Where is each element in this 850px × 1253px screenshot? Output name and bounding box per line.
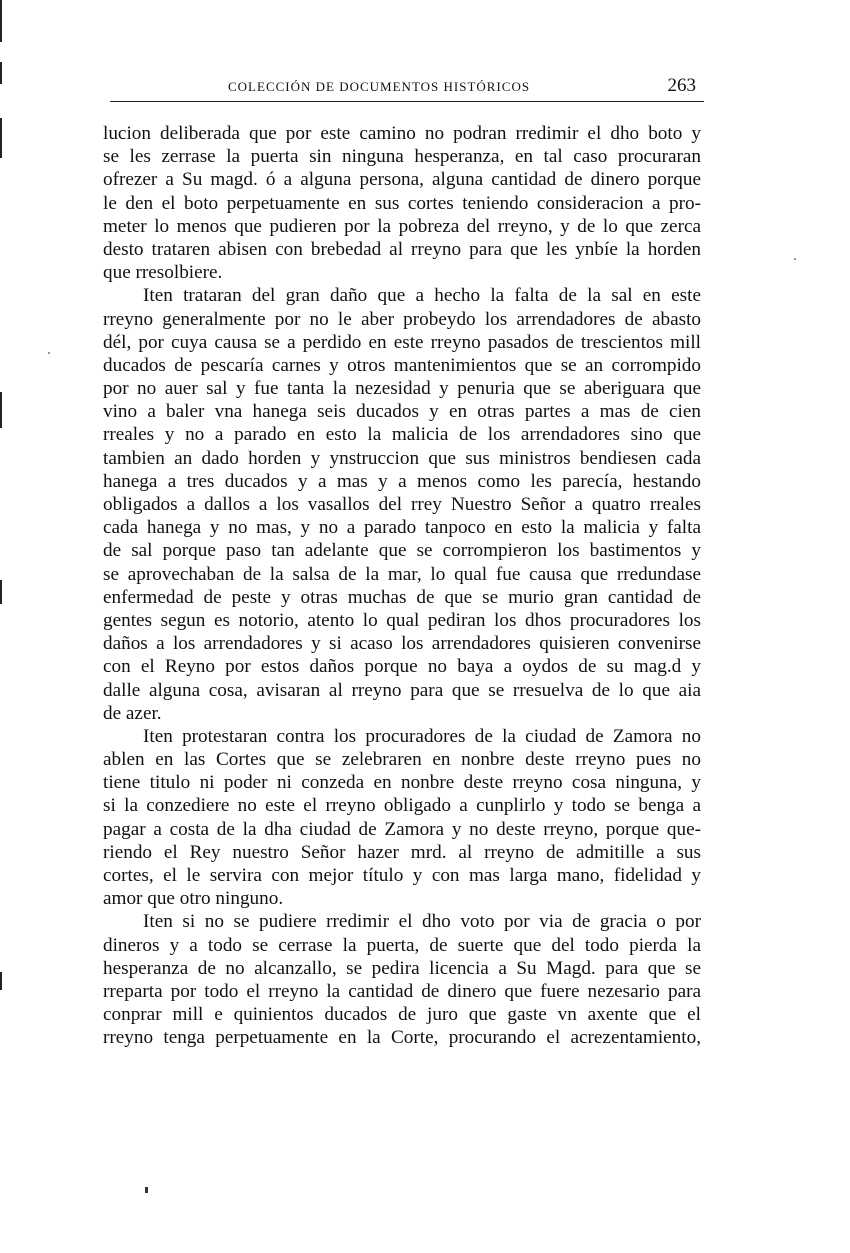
- scan-speck: [48, 352, 50, 354]
- text-line: rreales y no a parado en esto la malicia de los arrendadores sino que: [103, 424, 701, 446]
- text-line: dél, por cuya causa se a perdido en este rreyno pasados de trescientos mill: [103, 331, 701, 353]
- text-line: tambien an dado horden y ynstruccion que sus ministros bendiesen cada: [103, 447, 701, 469]
- scan-edge-mark: [0, 392, 2, 428]
- scan-edge-mark: [0, 0, 2, 42]
- text-line: hanega a tres ducados y a mas y a menos como les parecía, hestando: [103, 470, 701, 492]
- text-line: ofrezer a Su magd. ó a alguna persona, alguna cantidad de dinero porque: [103, 169, 701, 191]
- text-line: enfermedad de peste y otras muchas de que se murio gran cantidad de: [103, 586, 701, 608]
- scan-dot: [145, 1187, 148, 1193]
- text-line: cada hanega y no mas, y no a parado tanpoco en esto la malicia y falta: [103, 517, 701, 539]
- text-line: Iten trataran del gran daño que a hecho la falta de la sal en este: [143, 285, 701, 307]
- text-line: por no auer sal y fue tanta la nezesidad y penuria que se aberiguara que: [103, 378, 701, 400]
- text-line: hesperanza de no alcanzallo, se pedira licencia a Su Magd. para que se: [103, 957, 701, 979]
- text-line: rreparta por todo el rreyno la cantidad de dinero que fuere nezesario para: [103, 980, 701, 1002]
- header-rule: [110, 101, 704, 102]
- body-text: [103, 122, 701, 1050]
- text-line: riendo el Rey nuestro Señor hazer mrd. al rreyno de admitille a sus: [103, 841, 701, 863]
- text-line: de sal porque paso tan adelante que se corrompieron los bastimentos y: [103, 540, 701, 562]
- text-line: que rresolbiere.: [103, 262, 223, 284]
- text-line: dalle alguna cosa, avisaran al rreyno para que se rresuelva de lo que aia: [103, 679, 701, 701]
- text-line: dineros y a todo se cerrase la puerta, de suerte que del todo pierda la: [103, 934, 701, 956]
- scan-edge-mark: [0, 118, 2, 158]
- text-line: le den el boto perpetuamente en sus cortes teniendo consideracion a pro-: [103, 192, 701, 214]
- text-line: ducados de pescaría carnes y otros mantenimientos que se an corrompido: [103, 354, 701, 376]
- text-line: vino a baler vna hanega seis ducados y en otras partes a mas de cien: [103, 401, 701, 423]
- text-line: Iten protestaran contra los procuradores de la ciudad de Zamora no: [143, 725, 701, 747]
- scan-speck: [794, 258, 796, 260]
- scan-edge-mark: [0, 62, 2, 84]
- running-title: COLECCIÓN DE DOCUMENTOS HISTÓRICOS: [228, 79, 531, 94]
- text-line: se aprovechaban de la salsa de la mar, lo qual fue causa que rredundase: [103, 563, 701, 585]
- page-number: 263: [667, 75, 696, 96]
- text-line: de azer.: [103, 702, 162, 724]
- text-line: si la conzediere no este el rreyno obligado a cunplirlo y todo se benga a: [103, 795, 701, 817]
- text-line: gentes segun es notorio, atento lo qual pediran los dhos procuradores los: [103, 609, 701, 631]
- text-line: Iten si no se pudiere rredimir el dho voto por via de gracia o por: [143, 911, 701, 933]
- text-line: meter lo menos que pudieren por la pobreza del rreyno, y de lo que zerca: [103, 215, 701, 237]
- text-line: ablen en las Cortes que se zelebraren en nonbre deste rreyno pues no: [103, 749, 701, 771]
- text-line: obligados a dallos a los vasallos del rrey Nuestro Señor a quatro rreales: [103, 494, 701, 515]
- text-line: con el Reyno por estos daños porque no baya a oydos de su mag.d y: [103, 656, 701, 678]
- text-line: desto trataren abisen con brebedad al rreyno para que les ynbíe la horden: [103, 238, 701, 260]
- text-line: pagar a costa de la dha ciudad de Zamora y no deste rreyno, porque que-: [103, 818, 701, 840]
- text-line: amor que otro ninguno.: [103, 888, 284, 910]
- text-line: rreyno tenga perpetuamente en la Corte, procurando el acrezentamiento,: [103, 1027, 701, 1049]
- page-header: [110, 74, 704, 102]
- text-line: rreyno generalmente por no le aber probeydo los arrendadores de abasto: [103, 308, 701, 330]
- text-line: se les zerrase la puerta sin ninguna hesperanza, en tal caso procuraran: [103, 146, 701, 168]
- text-line: cortes, el le servira con mejor título y con mas larga mano, fidelidad y: [103, 865, 701, 886]
- text-line: tiene titulo ni poder ni conzeda en nonbre deste rreyno cosa ninguna, y: [103, 772, 701, 794]
- scan-edge-mark: [0, 580, 2, 604]
- text-line: lucion deliberada que por este camino no podran rredimir el dho boto y: [103, 123, 701, 144]
- text-line: daños a los arrendadores y si acaso los arrendadores quisieren convenirse: [103, 633, 701, 655]
- scan-edge-mark: [0, 972, 2, 990]
- text-line: conprar mill e quinientos ducados de juro que gaste vn axente que el: [103, 1004, 701, 1026]
